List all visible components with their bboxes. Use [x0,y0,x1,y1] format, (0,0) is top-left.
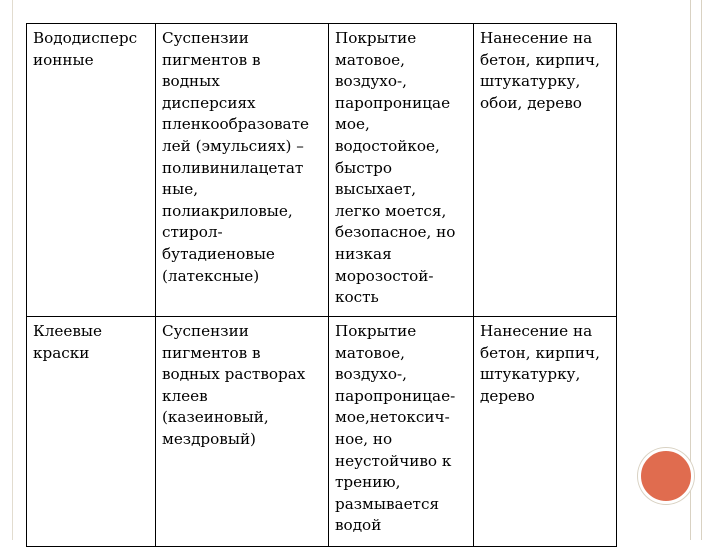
slide-frame-left [0,0,13,540]
cell-text: Вододисперс ионные [33,29,138,69]
cell-text: Покрытие матовое, воздухо-, паропроницае мое, водостойкое, быстро высыхает, легко моется, безопасное, но низкая морозостой- кость [335,29,456,307]
properties-cell [329,24,474,317]
cell-text: Суспензии пигментов в водных дисперсиях пленкообразовате лей (эмульсиях) – поливинилацетат ные, полиакриловые, стирол- бутадиеновые (латексные) [162,29,310,285]
cell-text: Нанесение на бетон, кирпич, штукатурку, дерево [480,322,600,405]
cell-text: Покрытие матовое, воздухо-, паропроницае- мое,нетоксич- ное, но неустойчиво к трению, размывается водой [335,322,456,535]
properties-cell [329,317,474,547]
table-row [27,24,617,317]
cell-text: Нанесение на бетон, кирпич, штукатурку, обои, дерево [480,29,600,112]
type-cell [27,317,156,547]
cell-text: Суспензии пигментов в водных растворах клеев (казеиновый, мездровый) [162,322,306,448]
table-row [27,317,617,547]
paint-properties-table [26,23,617,547]
slide-frame-right [690,0,702,540]
type-cell [27,24,156,317]
application-cell [474,317,617,547]
composition-cell [156,24,329,317]
composition-cell [156,317,329,547]
application-cell [474,24,617,317]
decorative-circle [638,448,694,504]
cell-text: Клеевые краски [33,322,103,362]
